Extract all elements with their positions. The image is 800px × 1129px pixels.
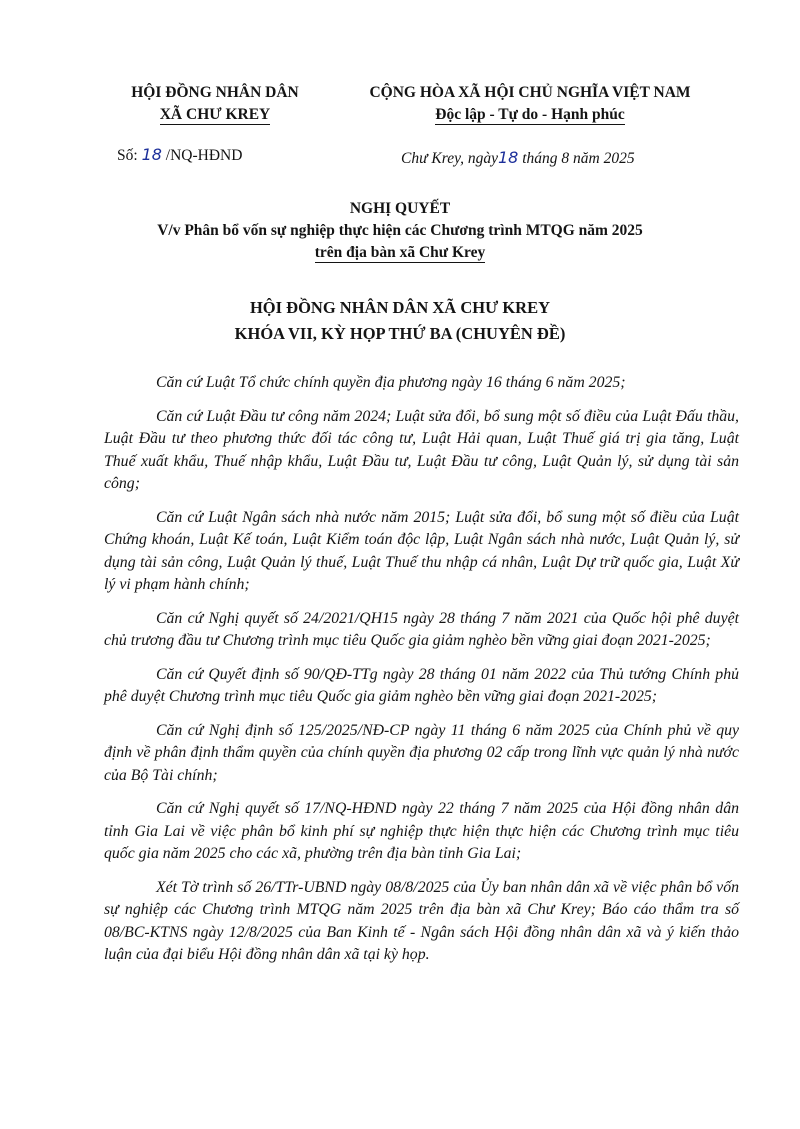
legal-basis-paragraph: Căn cứ Quyết định số 90/QĐ-TTg ngày 28 tháng 01 năm 2022 của Thủ tướng Chính phủ phê duyệt Chương trình mục tiêu Quốc gia giảm nghèo bền vững giai đoạn 2021-2025; <box>104 665 739 705</box>
document-number <box>117 145 242 165</box>
legal-basis-paragraph: Căn cứ Luật Tổ chức chính quyền địa phương ngày 16 tháng 6 năm 2025; <box>156 374 626 391</box>
nation-name: CỘNG HÒA XÃ HỘI CHỦ NGHĨA VIỆT NAM <box>369 84 691 101</box>
document-title <box>60 198 740 264</box>
org-name-line1: HỘI ĐỒNG NHÂN DÂN <box>131 84 299 101</box>
legal-basis-paragraph: Căn cứ Luật Đầu tư công năm 2024; Luật sửa đổi, bổ sung một số điều của Luật Đấu thầu, Luật Đầu tư theo phương thức đối tác công tư, Luật Hải quan, Luật Thuế giá trị gia tăng, Luật Thuế xuất khẩu, Thuế nhập khẩu, Luật Đầu tư, Luật Đầu tư công, Luật Quản lý, sử dụng tài sản công; <box>104 407 739 492</box>
date-day-handwritten: 18 <box>498 148 519 167</box>
document-type: NGHỊ QUYẾT <box>349 200 451 217</box>
nation-motto: Độc lập - Tự do - Hạnh phúc <box>435 106 625 123</box>
document-subject-line1: V/v Phân bổ vốn sự nghiệp thực hiện các Chương trình MTQG năm 2025 <box>157 222 643 239</box>
document-subject-line2: trên địa bàn xã Chư Krey <box>314 244 486 261</box>
date-rest: tháng 8 năm 2025 <box>522 150 635 167</box>
legal-basis-paragraph: Căn cứ Luật Ngân sách nhà nước năm 2015; Luật sửa đổi, bổ sung một số điều của Luật Chứng khoán, Luật Kế toán, Luật Kiểm toán độc lập, Luật Ngân sách nhà nước, Luật Quản lý, sử dụng tài sản công, Luật Quản lý thuế, Luật Thuế thu nhập cá nhân, Luật Dự trữ quốc gia, Luật Xử lý vi phạm hành chính; <box>104 508 739 593</box>
date-place: Chư Krey, ngày <box>401 150 498 167</box>
org-name-line2: XÃ CHƯ KREY <box>159 106 271 123</box>
issuing-organization <box>100 82 330 126</box>
legal-basis-paragraph: Căn cứ Nghị quyết số 24/2021/QH15 ngày 28 tháng 7 năm 2021 của Quốc hội phê duyệt chủ trương đầu tư Chương trình mục tiêu Quốc gia giảm nghèo bền vững giai đoạn 2021-2025; <box>104 609 739 649</box>
document-body <box>104 372 739 978</box>
national-motto <box>345 82 715 126</box>
doc-number-suffix: /NQ-HĐND <box>165 147 243 164</box>
doc-number-handwritten: 18 <box>141 145 162 164</box>
issue-date <box>401 148 635 168</box>
doc-number-prefix: Số: <box>117 147 138 164</box>
legal-basis-paragraph: Căn cứ Nghị định số 125/2025/NĐ-CP ngày 11 tháng 6 năm 2025 của Chính phủ về quy định về phân định thẩm quyền của chính quyền địa phương 02 cấp trong lĩnh vực quản lý nhà nước của Bộ Tài chính; <box>104 721 739 784</box>
consideration-paragraph: Xét Tờ trình số 26/TTr-UBND ngày 08/8/2025 của Ủy ban nhân dân xã về việc phân bổ vốn sự nghiệp các Chương trình MTQG năm 2025 trên địa bàn xã Chư Krey; Báo cáo thẩm tra số 08/BC-KTNS ngày 12/8/2025 của Ban Kinh tế - Ngân sách Hội đồng nhân dân xã và ý kiến thảo luận của đại biểu Hội đồng nhân dân xã tại kỳ họp. <box>104 878 739 963</box>
council-heading <box>60 295 740 347</box>
council-session: KHÓA VII, KỲ HỌP THỨ BA (CHUYÊN ĐỀ) <box>234 324 566 343</box>
council-name: HỘI ĐỒNG NHÂN DÂN XÃ CHƯ KREY <box>249 298 551 317</box>
legal-basis-paragraph: Căn cứ Nghị quyết số 17/NQ-HĐND ngày 22 tháng 7 năm 2025 của Hội đồng nhân dân tỉnh Gia Lai về việc phân bổ kinh phí sự nghiệp thực hiện thực hiện các Chương trình mục tiêu quốc gia năm 2025 cho các xã, phường trên địa bàn tỉnh Gia Lai; <box>104 800 739 862</box>
